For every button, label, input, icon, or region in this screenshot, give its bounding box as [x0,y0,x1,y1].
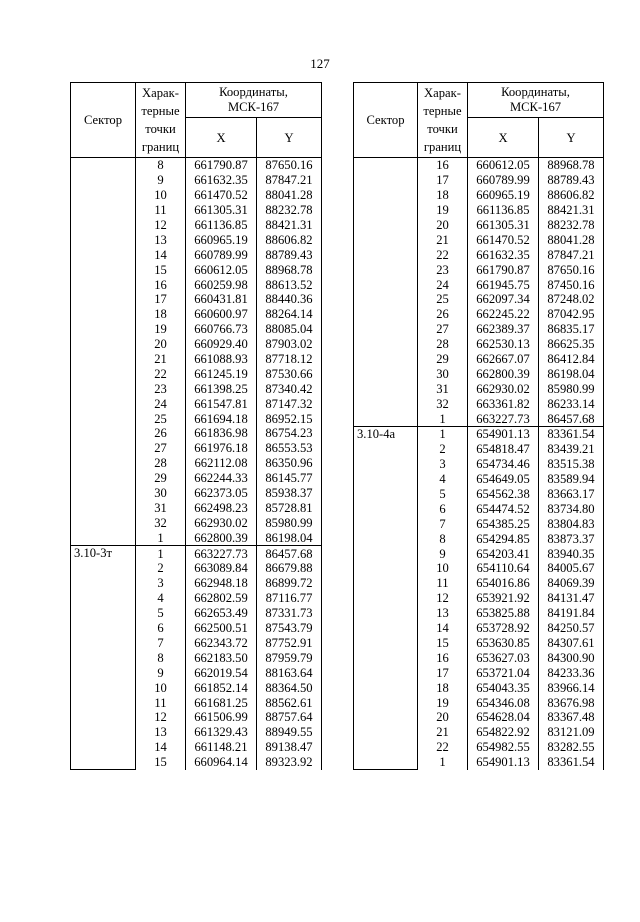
y-cell: 88421.31 [257,218,322,233]
y-cell: 88606.82 [539,188,604,203]
header-x: X [468,118,539,158]
y-cell: 88613.52 [257,277,322,292]
x-cell: 661305.31 [186,203,257,218]
y-cell: 88562.61 [257,695,322,710]
point-cell: 28 [418,337,468,352]
y-cell: 84307.61 [539,636,604,651]
y-cell: 84233.36 [539,665,604,680]
x-cell: 654110.64 [468,561,539,576]
point-cell: 9 [136,665,186,680]
y-cell: 88757.64 [257,710,322,725]
coordinates-table-left [70,82,322,770]
x-cell: 654043.35 [468,680,539,695]
point-cell: 17 [418,173,468,188]
x-cell: 660965.19 [468,188,539,203]
point-cell: 8 [418,531,468,546]
y-cell: 88264.14 [257,307,322,322]
point-cell: 18 [418,188,468,203]
point-cell: 19 [136,322,186,337]
point-cell: 7 [136,636,186,651]
point-cell: 20 [136,337,186,352]
x-cell: 662244.33 [186,471,257,486]
y-cell: 86198.04 [257,530,322,545]
header-y: Y [257,118,322,158]
point-cell: 27 [136,441,186,456]
x-cell: 660612.05 [186,262,257,277]
x-cell: 661945.75 [468,277,539,292]
y-cell: 83676.98 [539,695,604,710]
y-cell: 87650.16 [257,158,322,173]
y-cell: 87718.12 [257,352,322,367]
y-cell: 87543.79 [257,621,322,636]
y-cell: 88789.43 [257,247,322,262]
y-cell: 85980.99 [539,381,604,396]
header-sector: Сектор [354,83,418,158]
sector-cell [354,158,418,427]
y-cell: 87147.32 [257,396,322,411]
x-cell: 654385.25 [468,516,539,531]
y-cell: 86679.88 [257,561,322,576]
x-cell: 661852.14 [186,680,257,695]
x-cell: 654982.55 [468,740,539,755]
point-cell: 3 [136,576,186,591]
x-cell: 654901.13 [468,755,539,770]
point-cell: 9 [136,173,186,188]
x-cell: 662097.34 [468,292,539,307]
y-cell: 83367.48 [539,710,604,725]
x-cell: 661547.81 [186,396,257,411]
point-cell: 12 [136,710,186,725]
y-cell: 87530.66 [257,366,322,381]
y-cell: 86835.17 [539,322,604,337]
x-cell: 654016.86 [468,576,539,591]
x-cell: 653627.03 [468,650,539,665]
point-cell: 17 [136,292,186,307]
y-cell: 83121.09 [539,725,604,740]
x-cell: 654822.92 [468,725,539,740]
x-cell: 661305.31 [468,218,539,233]
y-cell: 84131.47 [539,591,604,606]
x-cell: 661790.87 [468,262,539,277]
y-cell: 86553.53 [257,441,322,456]
x-cell: 661088.93 [186,352,257,367]
x-cell: 654294.85 [468,531,539,546]
y-cell: 86412.84 [539,352,604,367]
x-cell: 662245.22 [468,307,539,322]
y-cell: 87959.79 [257,650,322,665]
header-coordinates [468,83,604,118]
x-cell: 661836.98 [186,426,257,441]
table-row [71,158,322,173]
y-cell: 83282.55 [539,740,604,755]
y-cell: 86754.23 [257,426,322,441]
point-cell: 18 [418,680,468,695]
header-points-text: Харак- терные точки границ [141,86,180,154]
point-cell: 20 [418,710,468,725]
y-cell: 87847.21 [257,173,322,188]
point-cell: 10 [418,561,468,576]
point-cell: 22 [418,740,468,755]
point-cell: 18 [136,307,186,322]
x-cell: 654203.41 [468,546,539,561]
y-cell: 86457.68 [539,411,604,426]
y-cell: 84005.67 [539,561,604,576]
x-cell: 654649.05 [468,472,539,487]
header-coordinates [186,83,322,118]
point-cell: 11 [136,203,186,218]
x-cell: 660259.98 [186,277,257,292]
y-cell: 86899.72 [257,576,322,591]
x-cell: 662389.37 [468,322,539,337]
point-cell: 1 [418,755,468,770]
sector-cell [71,158,136,546]
x-cell: 653825.88 [468,606,539,621]
x-cell: 662948.18 [186,576,257,591]
y-cell: 85938.37 [257,486,322,501]
x-cell: 654628.04 [468,710,539,725]
x-cell: 654818.47 [468,442,539,457]
header-sector: Сектор [71,83,136,158]
y-cell: 86233.14 [539,396,604,411]
y-cell: 83734.80 [539,501,604,516]
x-cell: 661470.52 [186,188,257,203]
point-cell: 2 [136,561,186,576]
page-number: 127 [310,56,330,71]
point-cell: 24 [136,396,186,411]
x-cell: 653921.92 [468,591,539,606]
x-cell: 662800.39 [468,366,539,381]
point-cell: 14 [418,621,468,636]
x-cell: 660431.81 [186,292,257,307]
point-cell: 29 [136,471,186,486]
x-cell: 660965.19 [186,232,257,247]
point-cell: 25 [418,292,468,307]
point-cell: 5 [418,487,468,502]
point-cell: 26 [136,426,186,441]
point-cell: 8 [136,158,186,173]
x-cell: 653630.85 [468,636,539,651]
x-cell: 654901.13 [468,427,539,442]
x-cell: 661976.18 [186,441,257,456]
x-cell: 662930.02 [468,381,539,396]
y-cell: 87450.16 [539,277,604,292]
point-cell: 7 [418,516,468,531]
x-cell: 653721.04 [468,665,539,680]
point-cell: 32 [418,396,468,411]
point-cell: 22 [136,366,186,381]
y-cell: 88085.04 [257,322,322,337]
point-cell: 1 [418,427,468,442]
x-cell: 662183.50 [186,650,257,665]
y-cell: 88606.82 [257,232,322,247]
point-cell: 1 [418,411,468,426]
point-cell: 14 [136,740,186,755]
point-cell: 17 [418,665,468,680]
point-cell: 10 [136,188,186,203]
point-cell: 22 [418,247,468,262]
header-coordinates-text: Координаты, МСК-167 [219,85,288,114]
x-cell: 661398.25 [186,381,257,396]
y-cell: 88440.36 [257,292,322,307]
point-cell: 15 [418,636,468,651]
x-cell: 661632.35 [468,247,539,262]
point-cell: 12 [136,218,186,233]
sector-cell: 3.10-4а [354,427,418,770]
point-cell: 15 [136,755,186,770]
header-x: X [186,118,257,158]
point-cell: 31 [418,381,468,396]
x-cell: 662112.08 [186,456,257,471]
point-cell: 27 [418,322,468,337]
point-cell: 15 [136,262,186,277]
x-cell: 653728.92 [468,621,539,636]
point-cell: 30 [136,486,186,501]
y-cell: 89323.92 [257,755,322,770]
y-cell: 87340.42 [257,381,322,396]
table-row [71,546,322,561]
x-cell: 660789.99 [186,247,257,262]
point-cell: 14 [136,247,186,262]
point-cell: 29 [418,352,468,367]
point-cell: 23 [418,262,468,277]
point-cell: 2 [418,442,468,457]
x-cell: 654474.52 [468,501,539,516]
table-body-left [71,158,322,770]
point-cell: 3 [418,457,468,472]
x-cell: 663227.73 [468,411,539,426]
y-cell: 88789.43 [539,173,604,188]
y-cell: 84250.57 [539,621,604,636]
point-cell: 11 [136,695,186,710]
x-cell: 662802.59 [186,591,257,606]
y-cell: 83361.54 [539,755,604,770]
y-cell: 84069.39 [539,576,604,591]
y-cell: 88364.50 [257,680,322,695]
y-cell: 87752.91 [257,636,322,651]
point-cell: 16 [136,277,186,292]
x-cell: 660789.99 [468,173,539,188]
point-cell: 31 [136,500,186,515]
y-cell: 83361.54 [539,427,604,442]
point-cell: 1 [136,530,186,545]
x-cell: 661632.35 [186,173,257,188]
point-cell: 13 [136,232,186,247]
x-cell: 662800.39 [186,530,257,545]
x-cell: 660612.05 [468,158,539,173]
y-cell: 87116.77 [257,591,322,606]
y-cell: 87248.02 [539,292,604,307]
y-cell: 83940.35 [539,546,604,561]
y-cell: 86350.96 [257,456,322,471]
x-cell: 663361.82 [468,396,539,411]
y-cell: 83966.14 [539,680,604,695]
y-cell: 88949.55 [257,725,322,740]
x-cell: 661470.52 [468,232,539,247]
point-cell: 20 [418,218,468,233]
table-row [354,158,604,173]
point-cell: 26 [418,307,468,322]
header-y: Y [539,118,604,158]
x-cell: 661506.99 [186,710,257,725]
y-cell: 83439.21 [539,442,604,457]
y-cell: 89138.47 [257,740,322,755]
point-cell: 1 [136,546,186,561]
x-cell: 661136.85 [186,218,257,233]
y-cell: 87042.95 [539,307,604,322]
point-cell: 19 [418,203,468,218]
x-cell: 660929.40 [186,337,257,352]
point-cell: 11 [418,576,468,591]
header-coordinates-text: Координаты, МСК-167 [501,85,570,114]
x-cell: 662019.54 [186,665,257,680]
x-cell: 661136.85 [468,203,539,218]
y-cell: 87331.73 [257,606,322,621]
x-cell: 663227.73 [186,546,257,561]
y-cell: 87847.21 [539,247,604,262]
point-cell: 8 [136,650,186,665]
header-points-text: Харак- терные точки границ [423,86,462,154]
x-cell: 662500.51 [186,621,257,636]
x-cell: 662373.05 [186,486,257,501]
y-cell: 87903.02 [257,337,322,352]
coordinates-table-right [353,82,604,770]
x-cell: 654562.38 [468,487,539,502]
y-cell: 88232.78 [539,218,604,233]
point-cell: 25 [136,411,186,426]
y-cell: 88041.28 [539,232,604,247]
table-row [354,427,604,442]
y-cell: 85728.81 [257,500,322,515]
x-cell: 662498.23 [186,500,257,515]
y-cell: 88421.31 [539,203,604,218]
y-cell: 88163.64 [257,665,322,680]
x-cell: 660964.14 [186,755,257,770]
x-cell: 662667.07 [468,352,539,367]
point-cell: 19 [418,695,468,710]
sector-cell: 3.10-3т [71,546,136,770]
y-cell: 86625.35 [539,337,604,352]
table-body-right [354,158,604,770]
y-cell: 88968.78 [539,158,604,173]
point-cell: 5 [136,606,186,621]
y-cell: 83589.94 [539,472,604,487]
point-cell: 23 [136,381,186,396]
point-cell: 13 [418,606,468,621]
x-cell: 661694.18 [186,411,257,426]
y-cell: 83804.83 [539,516,604,531]
y-cell: 88968.78 [257,262,322,277]
header-boundary-points [136,83,186,158]
point-cell: 6 [136,621,186,636]
y-cell: 85980.99 [257,515,322,530]
x-cell: 654734.46 [468,457,539,472]
point-cell: 30 [418,366,468,381]
x-cell: 654346.08 [468,695,539,710]
y-cell: 87650.16 [539,262,604,277]
y-cell: 84300.90 [539,650,604,665]
header-boundary-points [418,83,468,158]
point-cell: 9 [418,546,468,561]
x-cell: 661329.43 [186,725,257,740]
point-cell: 13 [136,725,186,740]
y-cell: 86457.68 [257,546,322,561]
point-cell: 4 [136,591,186,606]
x-cell: 663089.84 [186,561,257,576]
x-cell: 662930.02 [186,515,257,530]
point-cell: 24 [418,277,468,292]
x-cell: 661790.87 [186,158,257,173]
point-cell: 16 [418,158,468,173]
x-cell: 662343.72 [186,636,257,651]
x-cell: 661245.19 [186,366,257,381]
point-cell: 4 [418,472,468,487]
y-cell: 83873.37 [539,531,604,546]
x-cell: 662530.13 [468,337,539,352]
x-cell: 662653.49 [186,606,257,621]
point-cell: 12 [418,591,468,606]
y-cell: 88232.78 [257,203,322,218]
point-cell: 21 [418,725,468,740]
point-cell: 10 [136,680,186,695]
x-cell: 660766.73 [186,322,257,337]
point-cell: 28 [136,456,186,471]
y-cell: 86198.04 [539,366,604,381]
point-cell: 16 [418,650,468,665]
y-cell: 83515.38 [539,457,604,472]
y-cell: 83663.17 [539,487,604,502]
y-cell: 86952.15 [257,411,322,426]
x-cell: 660600.97 [186,307,257,322]
x-cell: 661681.25 [186,695,257,710]
y-cell: 88041.28 [257,188,322,203]
point-cell: 6 [418,501,468,516]
y-cell: 86145.77 [257,471,322,486]
point-cell: 32 [136,515,186,530]
y-cell: 84191.84 [539,606,604,621]
point-cell: 21 [418,232,468,247]
x-cell: 661148.21 [186,740,257,755]
point-cell: 21 [136,352,186,367]
